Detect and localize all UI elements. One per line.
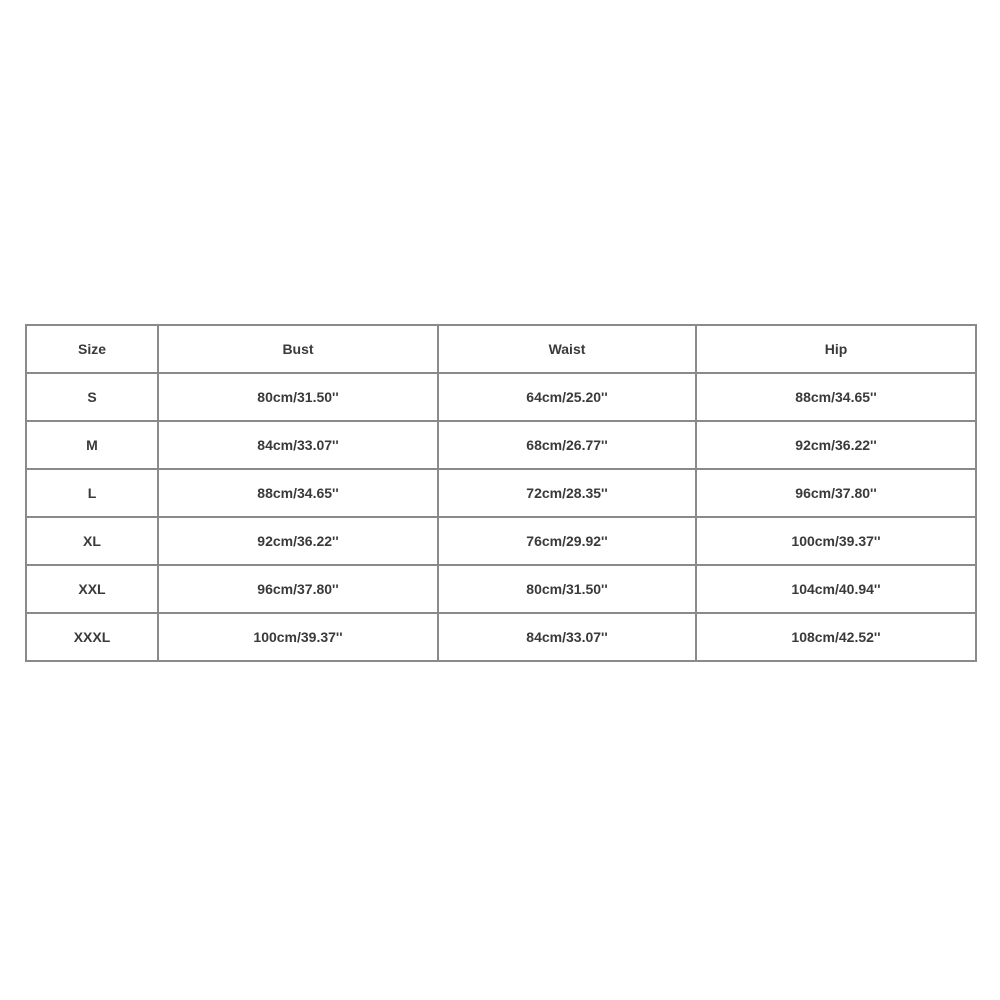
- table-row: [26, 421, 976, 469]
- size-cell: XXL: [26, 565, 158, 613]
- header-size: Size: [26, 325, 158, 373]
- hip-cell: 92cm/36.22'': [696, 421, 976, 469]
- bust-cell: 100cm/39.37'': [158, 613, 438, 661]
- hip-cell: 88cm/34.65'': [696, 373, 976, 421]
- waist-cell: 72cm/28.35'': [438, 469, 696, 517]
- bust-cell: 92cm/36.22'': [158, 517, 438, 565]
- header-row: [26, 325, 976, 373]
- size-cell: M: [26, 421, 158, 469]
- waist-cell: 68cm/26.77'': [438, 421, 696, 469]
- size-cell: XL: [26, 517, 158, 565]
- waist-cell: 64cm/25.20'': [438, 373, 696, 421]
- table-row: [26, 469, 976, 517]
- waist-cell: 84cm/33.07'': [438, 613, 696, 661]
- table-row: [26, 517, 976, 565]
- size-cell: S: [26, 373, 158, 421]
- hip-cell: 108cm/42.52'': [696, 613, 976, 661]
- hip-cell: 96cm/37.80'': [696, 469, 976, 517]
- size-chart-table: [25, 324, 977, 662]
- header-waist: Waist: [438, 325, 696, 373]
- size-cell: L: [26, 469, 158, 517]
- table-row: [26, 565, 976, 613]
- bust-cell: 96cm/37.80'': [158, 565, 438, 613]
- waist-cell: 76cm/29.92'': [438, 517, 696, 565]
- table-header: [26, 325, 976, 373]
- header-hip: Hip: [696, 325, 976, 373]
- size-cell: XXXL: [26, 613, 158, 661]
- waist-cell: 80cm/31.50'': [438, 565, 696, 613]
- hip-cell: 104cm/40.94'': [696, 565, 976, 613]
- bust-cell: 80cm/31.50'': [158, 373, 438, 421]
- table-body: [26, 373, 976, 661]
- header-bust: Bust: [158, 325, 438, 373]
- bust-cell: 88cm/34.65'': [158, 469, 438, 517]
- table-row: [26, 613, 976, 661]
- hip-cell: 100cm/39.37'': [696, 517, 976, 565]
- bust-cell: 84cm/33.07'': [158, 421, 438, 469]
- table-row: [26, 373, 976, 421]
